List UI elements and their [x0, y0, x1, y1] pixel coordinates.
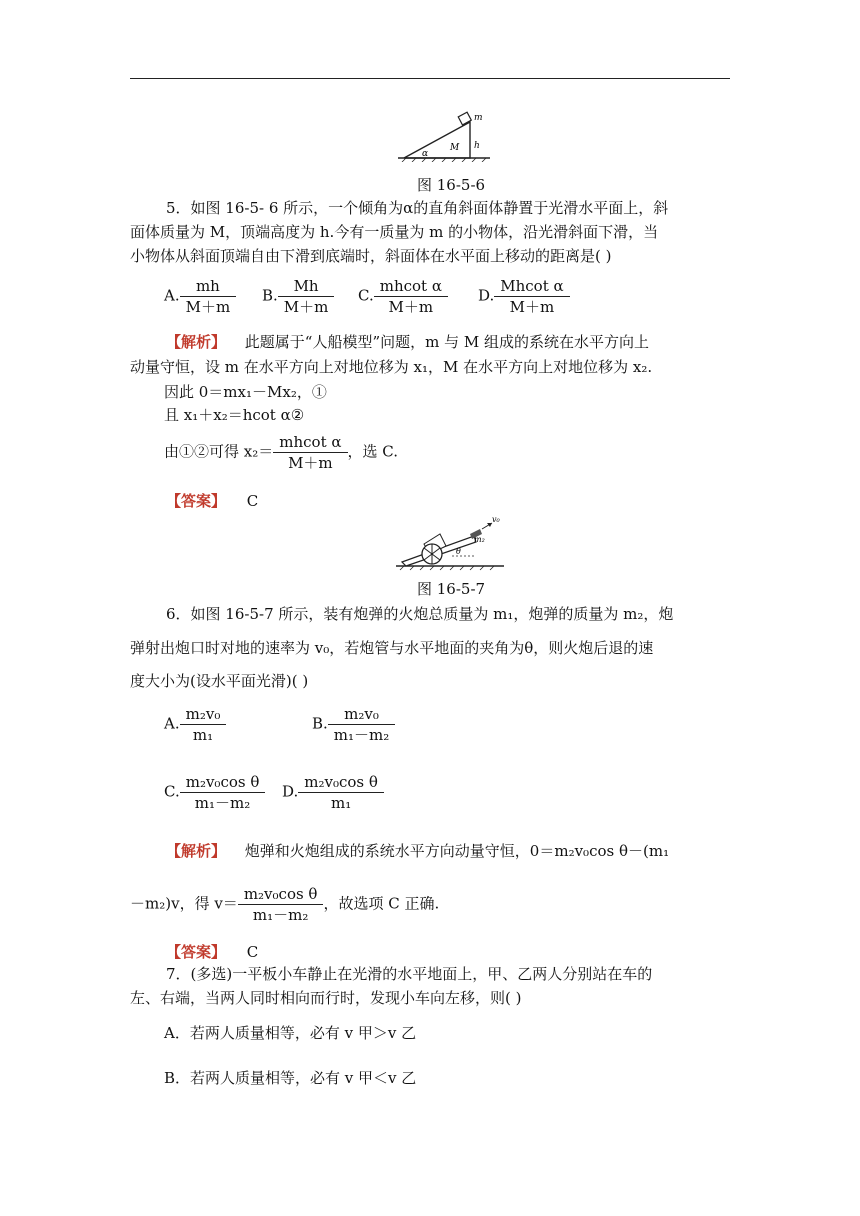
answer-tag: 【答案】 — [166, 943, 227, 961]
fraction-denominator: M＋m — [283, 298, 329, 316]
q5-option-b[interactable]: B. $\frac{Mh}{M+m}$ — [262, 276, 334, 317]
q6-analysis-2: －m₂)v，得 v＝ $\frac{\text{m₂v₀cos θ}}{\text{m₁－m₂}}$ ，故选项 C 正确. — [130, 885, 440, 924]
q5-analysis-3: 因此 0＝mx₁－Mx₂，① — [164, 383, 327, 401]
q7-option-a[interactable]: A．若两人质量相等，必有 v 甲＞v 乙 — [164, 1024, 417, 1042]
fraction-denominator: M＋m — [509, 298, 555, 316]
q6-option-d[interactable]: D. $\frac{\text{m₂v₀cos θ}}{\text{m₁}}$ — [282, 772, 384, 813]
q6-line-1: 6．如图 16-5-7 所示，装有炮弹的火炮总质量为 m₁，炮弹的质量为 m₂，炮 — [166, 605, 674, 623]
label-m: m — [474, 113, 483, 123]
label-h: h — [474, 141, 480, 151]
q6-option-b[interactable]: B. $\frac{\text{m₂v₀}}{\text{m₁－m₂}}$ — [312, 704, 395, 745]
cannon-figure — [396, 512, 506, 572]
header-rule — [130, 78, 730, 79]
q5-line-3: 小物体从斜面顶端自由下滑到底端时，斜面体在水平面上移动的距离是( ) — [130, 247, 612, 265]
fraction-numerator: mh — [180, 276, 237, 297]
fraction-denominator: m₁－m₂ — [194, 794, 251, 812]
fraction-numerator: Mh — [278, 276, 335, 297]
q6-line-2: 弹射出炮口时对地的速率为 v₀，若炮管与水平地面的夹角为θ，则火炮后退的速 — [130, 639, 654, 657]
answer-tag: 【答案】 — [166, 492, 227, 510]
label-alpha: α — [422, 149, 429, 159]
fraction-numerator: m₂v₀ — [180, 704, 227, 725]
fraction-numerator: m₂v₀cos θ — [180, 772, 266, 793]
fraction-numerator: m₂v₀cos θ — [238, 884, 324, 905]
fraction-denominator: m₁－m₂ — [333, 726, 390, 744]
q6-line-3: 度大小为(设水平面光滑)( ) — [130, 672, 309, 690]
q6-answer: C — [246, 943, 259, 961]
figure-caption-1: 图 16-5-6 — [417, 176, 486, 194]
q5-analysis-1: 此题属于“人船模型”问题，m 与 M 组成的系统在水平方向上 — [244, 333, 650, 351]
label-M: M — [450, 143, 460, 153]
q7-line-1: 7．(多选)一平板小车静止在光滑的水平地面上，甲、乙两人分别站在车的 — [166, 965, 653, 983]
q7-line-2: 左、右端，当两人同时相向而行时，发现小车向左移，则( ) — [130, 989, 522, 1007]
fraction-numerator: mhcot α — [374, 276, 448, 297]
incline-figure — [398, 108, 490, 162]
q5-option-a[interactable]: A. $\frac{mh}{M+m}$ — [164, 276, 236, 317]
fraction-denominator: M＋m — [185, 298, 231, 316]
q5-analysis-2: 动量守恒，设 m 在水平方向上对地位移为 x₁，M 在水平方向上对地位移为 x₂. — [130, 358, 653, 376]
q6-option-c[interactable]: C. $\frac{\text{m₂v₀cos θ}}{\text{m₁－m₂}}$ — [164, 772, 265, 813]
analysis-tag: 【解析】 — [166, 333, 227, 351]
q5-option-d[interactable]: D. $\frac{\text{Mhcot α}}{M+m}$ — [478, 276, 570, 317]
q5-answer: C — [246, 492, 259, 510]
fraction-denominator: m₁－m₂ — [252, 906, 309, 924]
q5-option-c[interactable]: C. $\frac{\text{mhcot α}}{M+m}$ — [358, 276, 448, 317]
label-v0: v₀ — [492, 515, 500, 524]
fraction-numerator: m₂v₀ — [328, 704, 395, 725]
fraction-denominator: M＋m — [388, 298, 434, 316]
label-m2: m₂ — [474, 535, 485, 544]
q5-line-1: 5．如图 16-5- 6 所示，一个倾角为α的直角斜面体静置于光滑水平面上，斜 — [166, 199, 669, 217]
analysis-tag: 【解析】 — [166, 842, 227, 860]
fraction-numerator: Mhcot α — [494, 276, 569, 297]
q5-analysis-4: 且 x₁＋x₂＝hcot α② — [164, 406, 305, 424]
q6-analysis-1: 炮弹和火炮组成的系统水平方向动量守恒，0＝m₂v₀cos θ－(m₁ — [244, 842, 670, 860]
q6-option-a[interactable]: A. $\frac{\text{m₂v₀}}{\text{m₁}}$ — [164, 704, 226, 745]
figure-caption-2: 图 16-5-7 — [417, 580, 486, 598]
fraction-numerator: mhcot α — [273, 432, 347, 453]
q7-option-b[interactable]: B．若两人质量相等，必有 v 甲＜v 乙 — [164, 1069, 417, 1087]
fraction-denominator: m₁ — [192, 726, 214, 744]
q5-analysis-5: 由①②可得 x₂＝ $\frac{\text{mhcot α}}{M+m}$ ，选 C. — [164, 433, 398, 472]
fraction-denominator: m₁ — [330, 794, 352, 812]
fraction-denominator: M＋m — [288, 454, 333, 472]
fraction-numerator: m₂v₀cos θ — [298, 772, 384, 793]
label-theta: θ — [456, 547, 461, 556]
q5-line-2: 面体质量为 M，顶端高度为 h.今有一质量为 m 的小物体，沿光滑斜面下滑，当 — [130, 223, 659, 241]
